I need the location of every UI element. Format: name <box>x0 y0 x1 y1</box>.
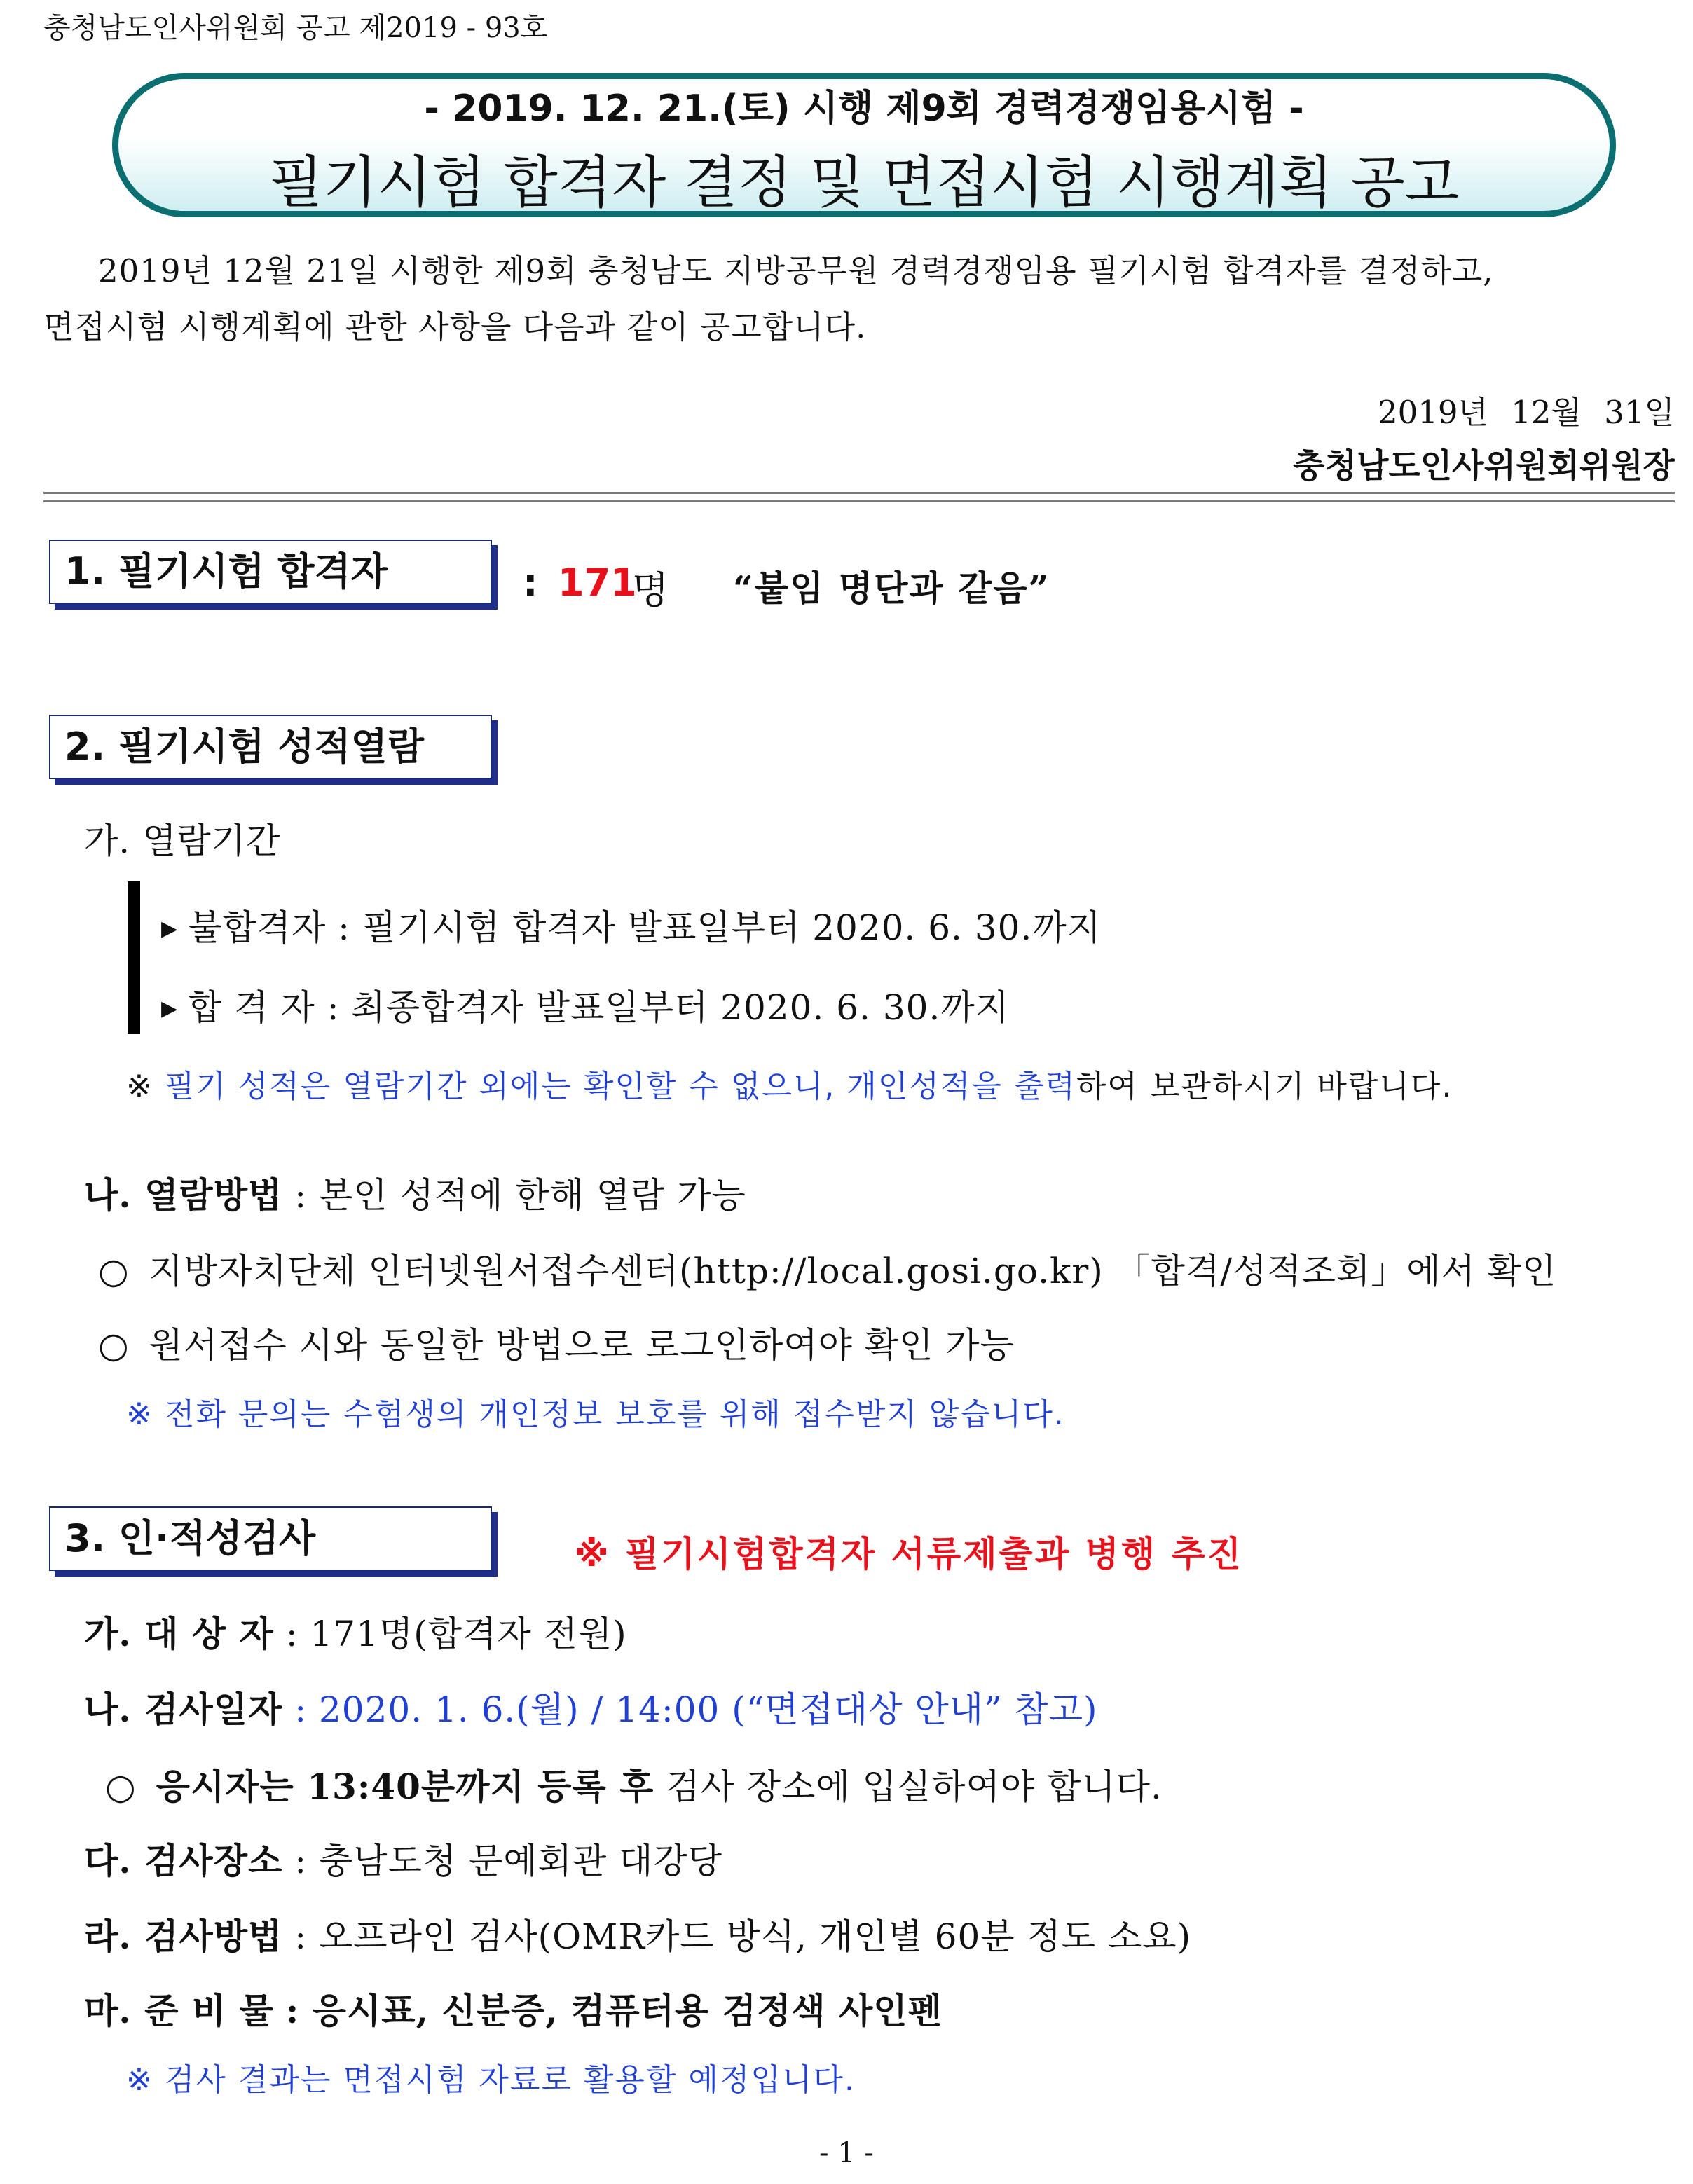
registration-time-text: 응시자는 13:40분까지 등록 후 <box>156 1766 654 1807</box>
viewing-method-label: 나. 열람방법 <box>84 1174 283 1216</box>
test-place <box>84 1833 722 1883</box>
test-date-instruction <box>105 1759 1163 1809</box>
section-1-note: “붙임 명단과 같음” <box>733 568 1050 609</box>
notice-number: 충청남도인사위원회 공고 제2019 - 93호 <box>43 12 548 44</box>
test-target-value: : 171명(합격자 전원) <box>285 1614 627 1654</box>
passer-count: 171 <box>558 561 637 605</box>
test-target-label: 가. 대 상 자 <box>84 1613 274 1654</box>
viewing-method-item <box>98 1317 1015 1368</box>
passer-count-unit: 명 <box>632 568 669 612</box>
notice-issuer: 충청남도인사위원회위원장 <box>1293 447 1675 486</box>
test-date-label: 나. 검사일자 <box>84 1689 283 1730</box>
viewing-period-item <box>161 980 1010 1030</box>
test-date-value: : 2020. 1. 6.(월) / 14:00 (“면접대상 안내” 참고) <box>294 1689 1098 1730</box>
viewing-period-item <box>161 900 1102 950</box>
period-bar <box>128 881 140 1034</box>
note-mark: ※ <box>126 1069 153 1104</box>
viewing-method-value: : 본인 성적에 한해 열람 가능 <box>294 1175 746 1216</box>
circle-bullet-icon: ○ <box>98 1325 130 1366</box>
page-number: - 1 - <box>819 2137 874 2169</box>
viewing-method-heading <box>84 1167 746 1218</box>
circle-bullet-icon: ○ <box>105 1766 137 1807</box>
test-supplies-label: 마. 준 비 물 <box>84 1990 274 2031</box>
notice-date: 2019년 12월 31일 <box>1377 394 1675 431</box>
viewing-period-text: 합 격 자 : 최종합격자 발표일부터 2020. 6. 30.까지 <box>188 987 1010 1028</box>
viewing-method-text: 원서접수 시와 동일한 방법으로 로그인하여야 확인 가능 <box>149 1325 1015 1366</box>
divider-line <box>43 492 1675 494</box>
title-line-1: - 2019. 12. 21.(토) 시행 제9회 경력경쟁임용시험 - <box>424 88 1304 130</box>
test-place-label: 다. 검사장소 <box>84 1840 283 1881</box>
triangle-bullet-icon: ▶ <box>161 996 179 1021</box>
test-place-value: : 충남도청 문예회관 대강당 <box>294 1841 723 1881</box>
section-1-colon: : <box>523 561 538 605</box>
test-method <box>84 1909 1191 1959</box>
section-3-heading: 3. 인·적성검사 <box>49 1506 492 1571</box>
viewing-period-note <box>126 1061 1453 1106</box>
viewing-method-item <box>98 1243 1556 1293</box>
section-2-heading: 2. 필기시험 성적열람 <box>49 715 492 779</box>
intro-text-line-1: 2019년 12월 21일 시행한 제9회 충청남도 지방공무원 경력경쟁임용 필기시험 합격자를 결정하고, <box>98 252 1494 289</box>
intro-text-line-2: 면접시험 시행계획에 관한 사항을 다음과 같이 공고합니다. <box>43 308 867 345</box>
triangle-bullet-icon: ▶ <box>161 916 179 941</box>
section-1-heading: 1. 필기시험 합격자 <box>49 540 492 604</box>
test-method-label: 라. 검사방법 <box>84 1916 283 1957</box>
test-supplies-value: : 응시표, 신분증, 컴퓨터용 검정색 사인펜 <box>285 1990 943 2031</box>
test-supplies <box>84 1983 943 2033</box>
note-rest: 하여 보관하시기 바랍니다. <box>1076 1069 1453 1104</box>
test-method-value: : 오프라인 검사(OMR카드 방식, 개인별 60분 정도 소요) <box>294 1916 1192 1957</box>
test-target <box>84 1606 627 1656</box>
viewing-period-heading: 가. 열람기간 <box>84 820 281 861</box>
test-result-note: ※ 검사 결과는 면접시험 자료로 활용할 예정입니다. <box>126 2062 856 2098</box>
viewing-period-text: 불합격자 : 필기시험 합격자 발표일부터 2020. 6. 30.까지 <box>188 907 1102 948</box>
note-highlight: 필기 성적은 열람기간 외에는 확인할 수 없으니, 개인성적을 출력 <box>164 1069 1076 1104</box>
divider-line <box>43 500 1675 502</box>
circle-bullet-icon: ○ <box>98 1251 130 1291</box>
phone-inquiry-note: ※ 전화 문의는 수험생의 개인정보 보호를 위해 접수받지 않습니다. <box>126 1396 1065 1432</box>
section-3-note: ※ 필기시험합격자 서류제출과 병행 추진 <box>575 1534 1244 1574</box>
registration-rest-text: 검사 장소에 입실하여야 합니다. <box>654 1766 1163 1807</box>
title-line-2: 필기시험 합격자 결정 및 면접시험 시행계획 공고 <box>268 150 1460 215</box>
test-date <box>84 1682 1098 1732</box>
viewing-method-text: 지방자치단체 인터넷원서접수센터(http://local.gosi.go.kr) 「합격/성적조회」에서 확인 <box>149 1251 1557 1291</box>
